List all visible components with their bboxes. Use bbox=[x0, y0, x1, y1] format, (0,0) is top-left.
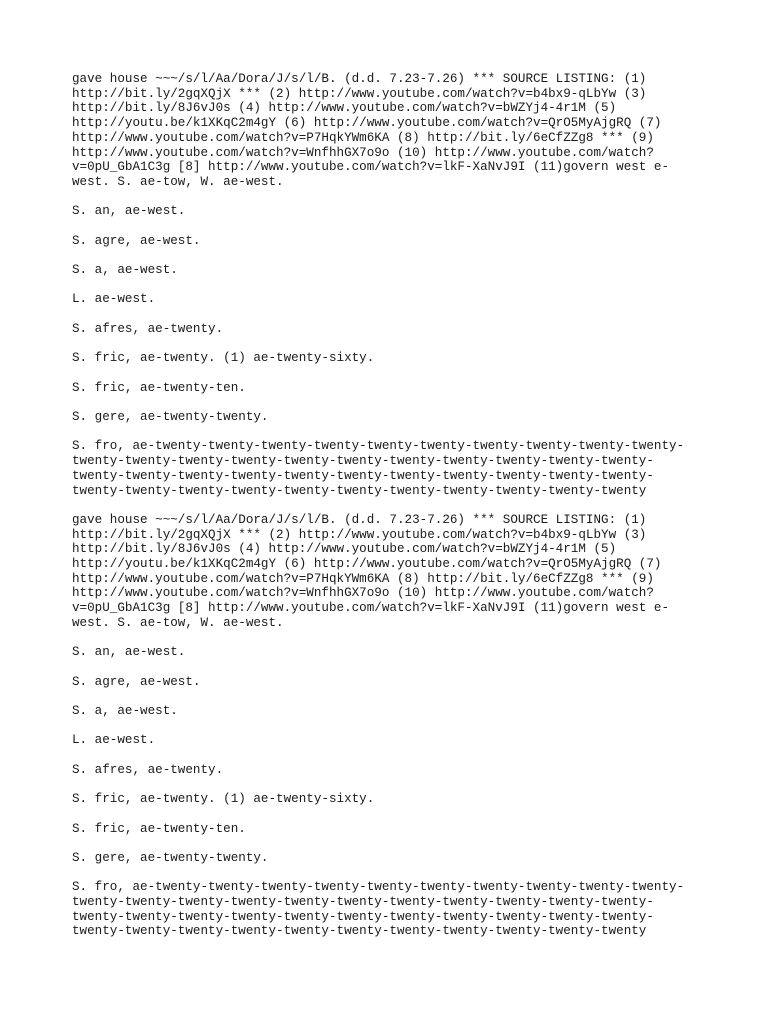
text-line: S. fric, ae-twenty. (1) ae-twenty-sixty. bbox=[72, 351, 375, 366]
text-line: S. a, ae-west. bbox=[72, 263, 178, 278]
paragraph-gap bbox=[72, 498, 696, 513]
paragraph bbox=[72, 263, 696, 278]
text-line: http://youtu.be/k1XKqC2m4gY (6) http://www.youtube.com/watch?v=QrO5MyAjgRQ (7) bbox=[72, 116, 662, 131]
paragraph bbox=[72, 880, 696, 939]
text-line: S. fric, ae-twenty. (1) ae-twenty-sixty. bbox=[72, 792, 375, 807]
text-line: S. afres, ae-twenty. bbox=[72, 762, 224, 777]
text-line: http://www.youtube.com/watch?v=P7HqkYWm6KA (8) http://bit.ly/6eCfZZg8 *** (9) bbox=[72, 130, 654, 145]
paragraph-gap bbox=[72, 866, 696, 881]
paragraph-gap bbox=[72, 660, 696, 675]
text-line: http://www.youtube.com/watch?v=P7HqkYWm6KA (8) http://bit.ly/6eCfZZg8 *** (9) bbox=[72, 571, 654, 586]
document-body bbox=[72, 72, 696, 939]
text-line: S. gere, ae-twenty-twenty. bbox=[72, 410, 269, 425]
paragraph-gap bbox=[72, 631, 696, 646]
paragraph bbox=[72, 234, 696, 249]
paragraph bbox=[72, 792, 696, 807]
text-line: S. agre, ae-west. bbox=[72, 233, 201, 248]
paragraph-gap bbox=[72, 719, 696, 734]
paragraph bbox=[72, 204, 696, 219]
paragraph bbox=[72, 763, 696, 778]
paragraph-gap bbox=[72, 689, 696, 704]
text-line: S. an, ae-west. bbox=[72, 645, 186, 660]
text-line: L. ae-west. bbox=[72, 733, 156, 748]
text-line: twenty-twenty-twenty-twenty-twenty-twenty-twenty-twenty-twenty-twenty-twenty- bbox=[72, 454, 654, 469]
text-line: twenty-twenty-twenty-twenty-twenty-twenty-twenty-twenty-twenty-twenty-twenty- bbox=[72, 895, 654, 910]
paragraph bbox=[72, 704, 696, 719]
paragraph bbox=[72, 381, 696, 396]
text-line: http://www.youtube.com/watch?v=WnfhhGX7o9o (10) http://www.youtube.com/watch? bbox=[72, 145, 654, 160]
text-line: twenty-twenty-twenty-twenty-twenty-twenty-twenty-twenty-twenty-twenty-twenty- bbox=[72, 468, 654, 483]
text-line: S. fric, ae-twenty-ten. bbox=[72, 380, 246, 395]
paragraph-gap bbox=[72, 219, 696, 234]
text-line: http://bit.ly/2gqXQjX *** (2) http://www.youtube.com/watch?v=b4bx9-qLbYw (3) bbox=[72, 86, 647, 101]
text-line: http://bit.ly/2gqXQjX *** (2) http://www.youtube.com/watch?v=b4bx9-qLbYw (3) bbox=[72, 527, 647, 542]
paragraph-gap bbox=[72, 425, 696, 440]
paragraph bbox=[72, 645, 696, 660]
paragraph-gap bbox=[72, 836, 696, 851]
paragraph bbox=[72, 675, 696, 690]
paragraph bbox=[72, 410, 696, 425]
text-line: S. gere, ae-twenty-twenty. bbox=[72, 850, 269, 865]
paragraph-gap bbox=[72, 248, 696, 263]
paragraph-gap bbox=[72, 278, 696, 293]
paragraph bbox=[72, 292, 696, 307]
text-line: S. fro, ae-twenty-twenty-twenty-twenty-twenty-twenty-twenty-twenty-twenty-twenty- bbox=[72, 439, 685, 454]
text-line: S. fro, ae-twenty-twenty-twenty-twenty-twenty-twenty-twenty-twenty-twenty-twenty- bbox=[72, 880, 685, 895]
text-line: gave house ~~~/s/l/Aa/Dora/J/s/l/B. (d.d. 7.23-7.26) *** SOURCE LISTING: (1) bbox=[72, 512, 647, 527]
text-line: S. a, ae-west. bbox=[72, 704, 178, 719]
paragraph-gap bbox=[72, 778, 696, 793]
text-line: v=0pU_GbA1C3g [8] http://www.youtube.com/watch?v=lkF-XaNvJ9I (11)govern west e- bbox=[72, 160, 670, 175]
text-line: v=0pU_GbA1C3g [8] http://www.youtube.com/watch?v=lkF-XaNvJ9I (11)govern west e- bbox=[72, 601, 670, 616]
paragraph-gap bbox=[72, 366, 696, 381]
paragraph bbox=[72, 851, 696, 866]
text-line: http://youtu.be/k1XKqC2m4gY (6) http://www.youtube.com/watch?v=QrO5MyAjgRQ (7) bbox=[72, 557, 662, 572]
paragraph bbox=[72, 351, 696, 366]
paragraph bbox=[72, 72, 696, 190]
paragraph bbox=[72, 322, 696, 337]
document-page bbox=[72, 72, 696, 939]
paragraph-gap bbox=[72, 337, 696, 352]
paragraph bbox=[72, 822, 696, 837]
text-line: S. afres, ae-twenty. bbox=[72, 321, 224, 336]
text-line: west. S. ae-tow, W. ae-west. bbox=[72, 174, 284, 189]
paragraph bbox=[72, 513, 696, 631]
text-line: west. S. ae-tow, W. ae-west. bbox=[72, 615, 284, 630]
paragraph bbox=[72, 439, 696, 498]
text-line: S. fric, ae-twenty-ten. bbox=[72, 821, 246, 836]
text-line: S. an, ae-west. bbox=[72, 204, 186, 219]
paragraph bbox=[72, 733, 696, 748]
text-line: S. agre, ae-west. bbox=[72, 674, 201, 689]
paragraph-gap bbox=[72, 748, 696, 763]
text-line: http://www.youtube.com/watch?v=WnfhhGX7o9o (10) http://www.youtube.com/watch? bbox=[72, 586, 654, 601]
paragraph-gap bbox=[72, 807, 696, 822]
text-line: L. ae-west. bbox=[72, 292, 156, 307]
text-line: twenty-twenty-twenty-twenty-twenty-twenty-twenty-twenty-twenty-twenty-twenty bbox=[72, 483, 647, 498]
paragraph-gap bbox=[72, 307, 696, 322]
text-line: http://bit.ly/8J6vJ0s (4) http://www.youtube.com/watch?v=bWZYj4-4r1M (5) bbox=[72, 542, 617, 557]
text-line: twenty-twenty-twenty-twenty-twenty-twenty-twenty-twenty-twenty-twenty-twenty bbox=[72, 924, 647, 939]
text-line: http://bit.ly/8J6vJ0s (4) http://www.youtube.com/watch?v=bWZYj4-4r1M (5) bbox=[72, 101, 617, 116]
paragraph-gap bbox=[72, 190, 696, 205]
text-line: gave house ~~~/s/l/Aa/Dora/J/s/l/B. (d.d. 7.23-7.26) *** SOURCE LISTING: (1) bbox=[72, 72, 647, 86]
paragraph-gap bbox=[72, 395, 696, 410]
text-line: twenty-twenty-twenty-twenty-twenty-twenty-twenty-twenty-twenty-twenty-twenty- bbox=[72, 909, 654, 924]
